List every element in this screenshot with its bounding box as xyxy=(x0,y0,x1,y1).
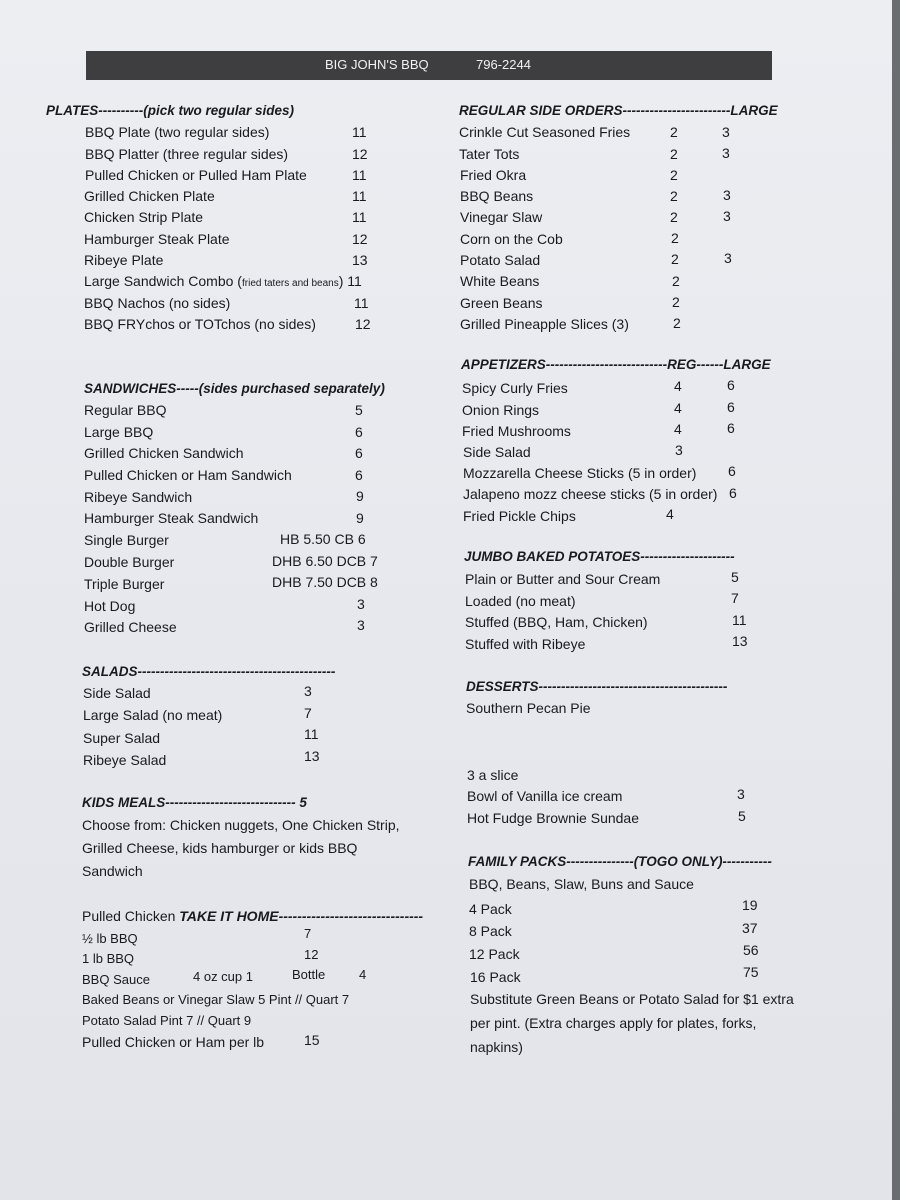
menu-price: 4 xyxy=(666,506,674,522)
menu-price: 15 xyxy=(304,1032,320,1048)
menu-item: Large Salad (no meat) xyxy=(83,707,223,723)
menu-price: 6 xyxy=(355,445,363,461)
menu-price: 12 xyxy=(304,947,319,962)
menu-item: 4 oz cup 1 xyxy=(193,969,253,984)
menu-item: Super Salad xyxy=(83,730,161,746)
menu-item: Side Salad xyxy=(463,444,531,460)
potatoes-heading: JUMBO BAKED POTATOES--------------------- xyxy=(464,549,735,564)
menu-price: 2 xyxy=(672,294,680,310)
menu-item: Fried Pickle Chips xyxy=(463,508,576,524)
menu-price: 11 xyxy=(732,612,747,628)
menu-price-large: 3 xyxy=(722,124,730,140)
menu-price: 13 xyxy=(732,633,748,649)
menu-item: 8 Pack xyxy=(469,923,512,939)
menu-price: DHB 6.50 DCB 7 xyxy=(272,553,378,569)
menu-item: Hot Dog xyxy=(84,598,136,614)
menu-item: Hamburger Steak Plate xyxy=(84,231,230,247)
menu-price: 11 xyxy=(304,726,319,742)
menu-price: 4 xyxy=(674,378,682,394)
menu-price: 5 xyxy=(355,402,363,418)
menu-price: 3 xyxy=(357,617,365,633)
menu-item: Fried Mushrooms xyxy=(462,423,571,439)
menu-item: Pulled Chicken or Ham Sandwich xyxy=(84,467,292,483)
menu-item: Pulled Chicken or Pulled Ham Plate xyxy=(85,167,307,183)
menu-price-large: 6 xyxy=(727,399,735,415)
menu-price: 11 xyxy=(352,209,367,225)
menu-price: 12 xyxy=(355,316,371,332)
menu-price: 19 xyxy=(742,897,758,913)
menu-price-large: 3 xyxy=(723,187,731,203)
menu-price: 12 xyxy=(352,231,368,247)
menu-price: 3 xyxy=(675,442,683,458)
menu-item: Ribeye Salad xyxy=(83,752,167,768)
header-bar xyxy=(86,51,772,80)
menu-item: Stuffed (BBQ, Ham, Chicken) xyxy=(465,614,648,630)
menu-price: ) 11 xyxy=(338,273,362,289)
family-subtitle: BBQ, Beans, Slaw, Buns and Sauce xyxy=(469,876,694,892)
menu-item: BBQ Plate (two regular sides) xyxy=(85,124,270,140)
menu-price: 3 xyxy=(304,683,312,699)
menu-item: Grilled Chicken Plate xyxy=(84,188,215,204)
menu-price: 3 xyxy=(357,596,365,612)
menu-item: Vinegar Slaw xyxy=(460,209,543,225)
menu-price: 7 xyxy=(304,705,312,721)
menu-price: 4 xyxy=(674,400,682,416)
menu-price: 11 xyxy=(354,295,369,311)
family-heading: FAMILY PACKS---------------(TOGO ONLY)----------- xyxy=(468,854,772,869)
menu-item: Mozzarella Cheese Sticks (5 in order) xyxy=(463,465,697,481)
menu-item: Green Beans xyxy=(460,295,543,311)
table-edge xyxy=(892,0,900,1200)
menu-item: BBQ FRYchos or TOTchos (no sides) xyxy=(84,316,316,332)
menu-price: 4 xyxy=(359,967,367,982)
menu-price: 5 xyxy=(731,569,739,585)
menu-item: Side Salad xyxy=(83,685,151,701)
menu-price: 56 xyxy=(743,942,759,958)
menu-item: Bottle xyxy=(292,967,326,982)
menu-item: Tater Tots xyxy=(459,146,520,162)
menu-price: 5 xyxy=(738,808,746,824)
family-note: Substitute Green Beans or Potato Salad for $1 extra per pint. (Extra charges apply for plates, forks, napkins) xyxy=(470,991,794,1055)
menu-item: Spicy Curly Fries xyxy=(462,380,568,396)
take-home-heading-bold: TAKE IT HOME------------------------------- xyxy=(179,908,424,924)
menu-item: ½ lb BBQ xyxy=(82,931,138,946)
menu-price: 7 xyxy=(304,926,312,941)
menu-price: 13 xyxy=(352,252,368,268)
menu-price-large: 3 xyxy=(722,145,730,161)
menu-price: 37 xyxy=(742,920,758,936)
menu-item-note: fried taters and beans xyxy=(241,278,339,289)
menu-item: Grilled Chicken Sandwich xyxy=(84,445,244,461)
menu-price: 7 xyxy=(731,590,739,606)
menu-price: DHB 7.50 DCB 8 xyxy=(272,574,378,590)
menu-price: 3 a slice xyxy=(467,767,519,783)
menu-price: 9 xyxy=(356,510,364,526)
take-home-heading xyxy=(82,908,423,924)
menu-item: Double Burger xyxy=(84,554,175,570)
kids-heading: KIDS MEALS----------------------------- 5 xyxy=(82,795,307,810)
menu-item: Onion Rings xyxy=(462,402,540,418)
menu-price: 6 xyxy=(355,467,363,483)
menu-price: 9 xyxy=(356,488,364,504)
phone-number: 796-2244 xyxy=(476,57,531,72)
menu-item: Large BBQ xyxy=(84,424,154,440)
menu-price: 2 xyxy=(670,124,678,140)
menu-item: BBQ Sauce xyxy=(82,972,150,987)
menu-item: Large Sandwich Combo ( xyxy=(84,273,242,289)
menu-price: 4 xyxy=(674,421,682,437)
menu-item: Ribeye Plate xyxy=(84,252,164,268)
menu-item: BBQ Platter (three regular sides) xyxy=(85,146,289,162)
kids-description: Choose from: Chicken nuggets, One Chicken Strip, Grilled Cheese, kids hamburger or kids BBQ Sandwich xyxy=(82,817,400,879)
menu-price: 2 xyxy=(670,188,678,204)
menu-price: 3 xyxy=(737,786,745,802)
menu-price-large: 6 xyxy=(728,463,736,479)
menu-item: Fried Okra xyxy=(460,167,527,183)
menu-item: 4 Pack xyxy=(469,901,512,917)
plates-heading: PLATES----------(pick two regular sides) xyxy=(46,103,294,118)
menu-item: 12 Pack xyxy=(469,946,520,962)
menu-item: Plain or Butter and Sour Cream xyxy=(465,571,661,587)
menu-item: Triple Burger xyxy=(84,576,165,592)
menu-item: Pulled Chicken or Ham per lb xyxy=(82,1034,265,1050)
menu-price: 6 xyxy=(355,424,363,440)
menu-price-large: 6 xyxy=(729,485,737,501)
menu-price: 2 xyxy=(670,209,678,225)
menu-price-large: 6 xyxy=(727,420,735,436)
menu-item: Regular BBQ xyxy=(84,402,167,418)
salads-heading: SALADS-------------------------------------------- xyxy=(82,664,336,679)
menu-item-combo xyxy=(84,273,362,292)
menu-price: 13 xyxy=(304,748,320,764)
menu-price: 11 xyxy=(352,188,367,204)
menu-price: 75 xyxy=(743,964,759,980)
menu-item: Corn on the Cob xyxy=(460,231,563,247)
menu-price: 2 xyxy=(672,273,680,289)
menu-item: Potato Salad xyxy=(460,252,541,268)
menu-price: 2 xyxy=(673,315,681,331)
menu-item: Jalapeno mozz cheese sticks (5 in order) xyxy=(463,486,718,502)
menu-item: Hot Fudge Brownie Sundae xyxy=(467,810,639,826)
appetizers-heading: APPETIZERS---------------------------REG------LARGE xyxy=(461,357,771,372)
menu-price: HB 5.50 CB 6 xyxy=(280,531,366,547)
restaurant-name: BIG JOHN'S BBQ xyxy=(325,57,429,72)
menu-price: 2 xyxy=(670,146,678,162)
menu-item: 1 lb BBQ xyxy=(82,951,135,966)
sides-heading: REGULAR SIDE ORDERS------------------------LARGE xyxy=(459,103,778,118)
menu-item: Bowl of Vanilla ice cream xyxy=(467,788,623,804)
menu-item: Crinkle Cut Seasoned Fries xyxy=(459,124,631,140)
menu-price-large: 3 xyxy=(724,250,732,266)
menu-item: Potato Salad Pint 7 // Quart 9 xyxy=(82,1013,252,1028)
menu-price-large: 3 xyxy=(723,208,731,224)
menu-item: BBQ Nachos (no sides) xyxy=(84,295,231,311)
menu-item: White Beans xyxy=(460,273,540,289)
desserts-heading: DESSERTS------------------------------------------ xyxy=(466,679,728,694)
menu-item: Baked Beans or Vinegar Slaw 5 Pint // Quart 7 xyxy=(82,992,350,1007)
menu-price: 2 xyxy=(671,230,679,246)
take-home-heading-plain: Pulled Chicken xyxy=(82,908,180,924)
menu-price: 12 xyxy=(352,146,368,162)
sandwiches-heading: SANDWICHES-----(sides purchased separately) xyxy=(84,381,385,396)
menu-item: Chicken Strip Plate xyxy=(84,209,204,225)
menu-item: Single Burger xyxy=(84,532,169,548)
menu-price-large: 6 xyxy=(727,377,735,393)
menu-price: 2 xyxy=(671,251,679,267)
menu-price: 2 xyxy=(670,167,678,183)
menu-item: Stuffed with Ribeye xyxy=(465,636,586,652)
menu-item: BBQ Beans xyxy=(460,188,534,204)
menu-item: Grilled Cheese xyxy=(84,619,177,635)
menu-item: Southern Pecan Pie xyxy=(466,700,591,716)
menu-item: Ribeye Sandwich xyxy=(84,489,193,505)
menu-price: 11 xyxy=(352,167,367,183)
menu-item: Loaded (no meat) xyxy=(465,593,576,609)
menu-price: 11 xyxy=(352,124,367,140)
menu-item: Hamburger Steak Sandwich xyxy=(84,510,259,526)
menu-item: 16 Pack xyxy=(470,969,521,985)
menu-item: Grilled Pineapple Slices (3) xyxy=(460,316,629,332)
